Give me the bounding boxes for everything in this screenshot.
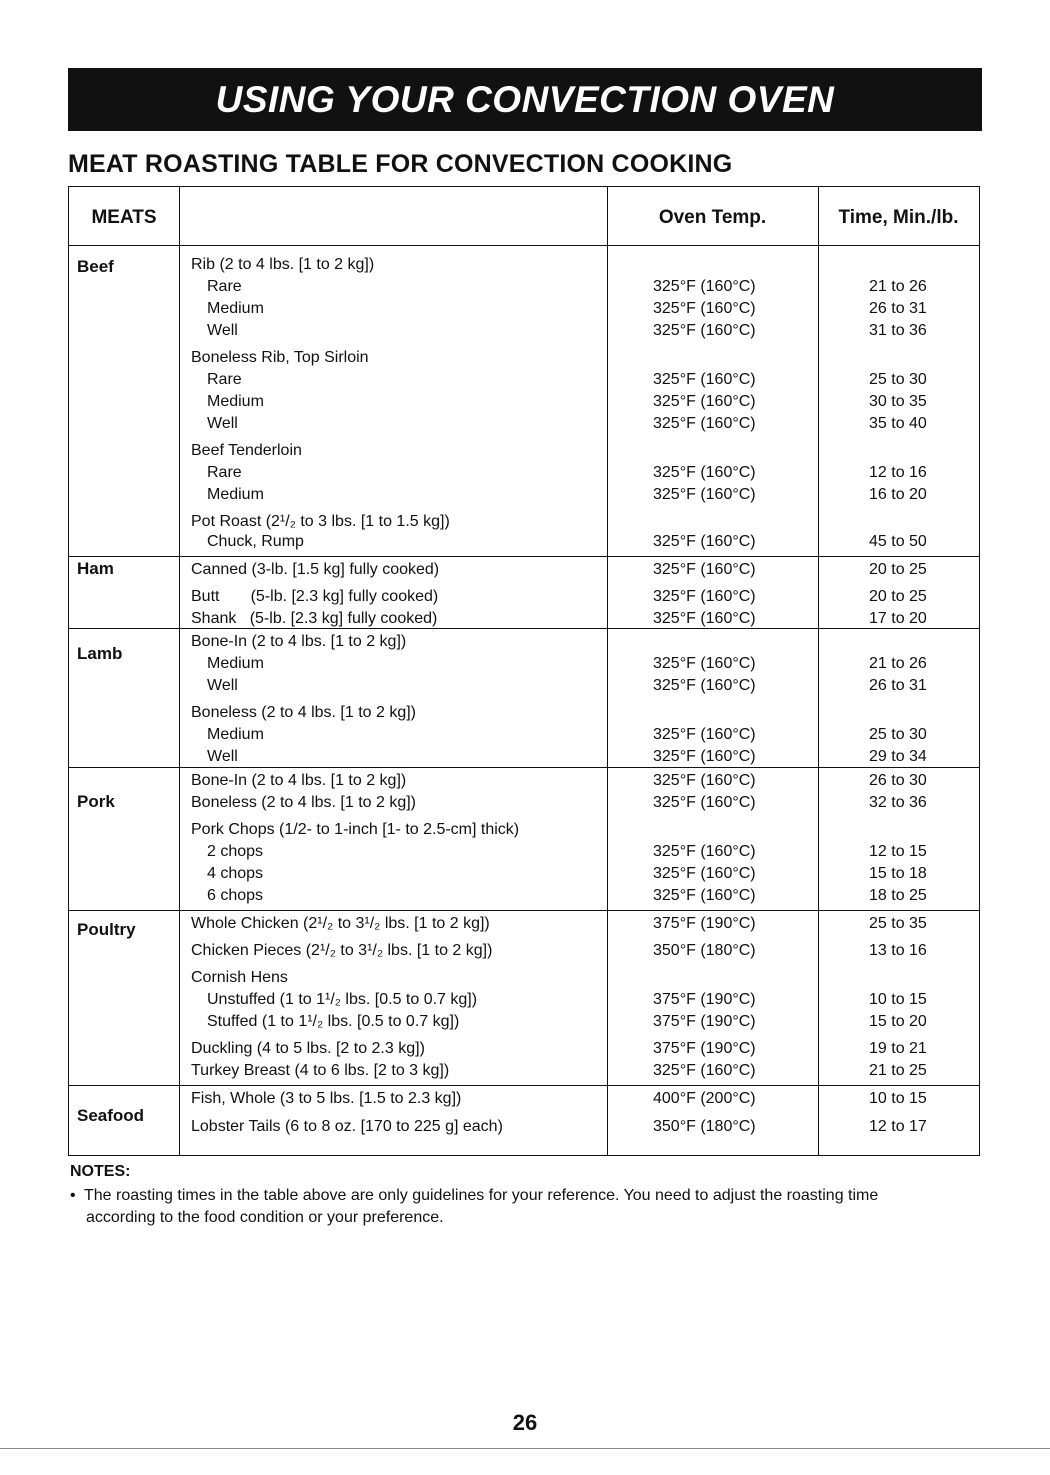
row-description: Whole Chicken (2¹/₂ to 3¹/₂ lbs. [1 to 2 kg]) xyxy=(191,915,490,932)
row-time: 12 to 17 xyxy=(869,1118,927,1135)
row-description: Medium xyxy=(207,300,264,317)
row-oven-temp: 350°F (180°C) xyxy=(653,942,756,959)
row-time: 16 to 20 xyxy=(869,486,927,503)
row-oven-temp: 325°F (160°C) xyxy=(653,843,756,860)
category-label: Pork xyxy=(77,792,115,811)
row-time: 15 to 20 xyxy=(869,1013,927,1030)
row-time: 25 to 30 xyxy=(869,371,927,388)
row-time: 26 to 31 xyxy=(869,300,927,317)
table-row xyxy=(69,792,979,814)
section-title: MEAT ROASTING TABLE FOR CONVECTION COOKING xyxy=(68,150,733,178)
group-divider xyxy=(69,556,979,557)
table-row xyxy=(69,863,979,885)
row-oven-temp: 325°F (160°C) xyxy=(653,393,756,410)
row-oven-temp: 325°F (160°C) xyxy=(653,371,756,388)
row-description: Bone-In (2 to 4 lbs. [1 to 2 kg]) xyxy=(191,772,407,789)
row-oven-temp: 325°F (160°C) xyxy=(653,655,756,672)
row-time: 32 to 36 xyxy=(869,794,927,811)
bottom-divider xyxy=(0,1448,1050,1449)
row-description: Shank (5-lb. [2.3 kg] fully cooked) xyxy=(191,610,438,627)
notes-text xyxy=(70,1185,985,1229)
table-row xyxy=(69,1088,979,1110)
table-row xyxy=(69,989,979,1011)
row-time: 30 to 35 xyxy=(869,393,927,410)
roasting-table xyxy=(68,186,980,1156)
row-oven-temp: 325°F (160°C) xyxy=(653,588,756,605)
row-description: 2 chops xyxy=(207,843,264,860)
row-oven-temp: 325°F (160°C) xyxy=(653,794,756,811)
category-label: Seafood xyxy=(77,1106,145,1125)
table-row xyxy=(69,675,979,697)
table-row xyxy=(69,702,979,724)
group-divider xyxy=(69,628,979,629)
row-description: Well xyxy=(207,748,238,765)
row-oven-temp: 325°F (160°C) xyxy=(653,1062,756,1079)
row-description: 6 chops xyxy=(207,887,264,904)
header-time: Time, Min./lb. xyxy=(838,207,959,228)
row-oven-temp: 325°F (160°C) xyxy=(653,415,756,432)
row-oven-temp: 350°F (180°C) xyxy=(653,1118,756,1135)
table-row xyxy=(69,746,979,768)
row-oven-temp: 325°F (160°C) xyxy=(653,677,756,694)
category-label: Ham xyxy=(77,559,114,578)
table-row xyxy=(69,586,979,608)
row-time: 20 to 25 xyxy=(869,588,927,605)
row-time: 45 to 50 xyxy=(869,533,927,550)
page-number: 26 xyxy=(512,1410,538,1435)
row-oven-temp: 375°F (190°C) xyxy=(653,991,756,1008)
table-row xyxy=(69,1038,979,1060)
table-row xyxy=(69,841,979,863)
row-oven-temp: 325°F (160°C) xyxy=(653,887,756,904)
row-time: 15 to 18 xyxy=(869,865,927,882)
row-description: Beef Tenderloin xyxy=(191,442,302,459)
note-line: The roasting times in the table above are only guidelines for your reference. You need to adjust the roasting time xyxy=(84,1187,879,1204)
table-row xyxy=(69,770,979,792)
row-description: Unstuffed (1 to 1¹/₂ lbs. [0.5 to 0.7 kg]) xyxy=(207,991,478,1008)
notes-title: NOTES: xyxy=(70,1163,131,1180)
row-description: Fish, Whole (3 to 5 lbs. [1.5 to 2.3 kg]) xyxy=(191,1090,462,1107)
table-row xyxy=(69,511,979,533)
row-description: Well xyxy=(207,677,238,694)
row-description: 4 chops xyxy=(207,865,264,882)
row-time: 10 to 15 xyxy=(869,991,927,1008)
row-time: 13 to 16 xyxy=(869,942,927,959)
row-oven-temp: 325°F (160°C) xyxy=(653,533,756,550)
group-divider xyxy=(69,1085,979,1086)
table-row xyxy=(69,1060,979,1082)
row-oven-temp: 325°F (160°C) xyxy=(653,561,756,578)
table-row xyxy=(69,484,979,506)
table-row xyxy=(69,276,979,298)
table-row xyxy=(69,1116,979,1138)
table-row xyxy=(69,531,979,553)
row-description: Boneless (2 to 4 lbs. [1 to 2 kg]) xyxy=(191,794,417,811)
row-description: Pot Roast (2¹/₂ to 3 lbs. [1 to 1.5 kg]) xyxy=(191,513,450,530)
header-rule xyxy=(69,245,979,246)
header-oven-temp: Oven Temp. xyxy=(658,207,767,228)
row-time: 26 to 30 xyxy=(869,772,927,789)
table-row xyxy=(69,608,979,630)
row-time: 21 to 26 xyxy=(869,278,927,295)
row-description: Chicken Pieces (2¹/₂ to 3¹/₂ lbs. [1 to 2 kg]) xyxy=(191,942,493,959)
table-row xyxy=(69,254,979,276)
row-oven-temp: 325°F (160°C) xyxy=(653,300,756,317)
table-row xyxy=(69,347,979,369)
row-description: Well xyxy=(207,415,238,432)
table-row xyxy=(69,819,979,841)
row-time: 12 to 15 xyxy=(869,843,927,860)
row-oven-temp: 325°F (160°C) xyxy=(653,610,756,627)
category-label: Poultry xyxy=(77,920,136,939)
row-oven-temp: 325°F (160°C) xyxy=(653,278,756,295)
row-description: Stuffed (1 to 1¹/₂ lbs. [0.5 to 0.7 kg]) xyxy=(207,1013,460,1030)
bullet-icon: • xyxy=(70,1187,76,1204)
table-row xyxy=(69,440,979,462)
row-oven-temp: 400°F (200°C) xyxy=(653,1090,756,1107)
row-time: 21 to 25 xyxy=(869,1062,927,1079)
table-row xyxy=(69,913,979,935)
row-description: Cornish Hens xyxy=(191,969,288,986)
table-row xyxy=(69,724,979,746)
row-time: 21 to 26 xyxy=(869,655,927,672)
row-oven-temp: 325°F (160°C) xyxy=(653,486,756,503)
row-time: 18 to 25 xyxy=(869,887,927,904)
table-row xyxy=(69,940,979,962)
row-time: 20 to 25 xyxy=(869,561,927,578)
table-row xyxy=(69,967,979,989)
table-row xyxy=(69,653,979,675)
category-label: Beef xyxy=(77,257,114,276)
row-oven-temp: 325°F (160°C) xyxy=(653,726,756,743)
table-row xyxy=(69,298,979,320)
row-time: 25 to 30 xyxy=(869,726,927,743)
row-oven-temp: 375°F (190°C) xyxy=(653,1013,756,1030)
row-time: 25 to 35 xyxy=(869,915,927,932)
group-divider xyxy=(69,910,979,911)
row-description: Medium xyxy=(207,393,264,410)
table-row xyxy=(69,320,979,342)
row-description: Boneless Rib, Top Sirloin xyxy=(191,349,369,366)
row-description: Rib (2 to 4 lbs. [1 to 2 kg]) xyxy=(191,256,375,273)
table-row xyxy=(69,885,979,907)
group-divider xyxy=(69,767,979,768)
row-description: Turkey Breast (4 to 6 lbs. [2 to 3 kg]) xyxy=(191,1062,450,1079)
row-oven-temp: 325°F (160°C) xyxy=(653,748,756,765)
row-description: Rare xyxy=(207,278,242,295)
row-description: Chuck, Rump xyxy=(207,533,304,550)
row-description: Medium xyxy=(207,726,264,743)
row-description: Canned (3-lb. [1.5 kg] fully cooked) xyxy=(191,561,440,578)
row-description: Well xyxy=(207,322,238,339)
row-time: 19 to 21 xyxy=(869,1040,927,1057)
row-description: Rare xyxy=(207,464,242,481)
table-row xyxy=(69,462,979,484)
row-description: Butt (5-lb. [2.3 kg] fully cooked) xyxy=(191,588,439,605)
table-row xyxy=(69,1011,979,1033)
row-time: 31 to 36 xyxy=(869,322,927,339)
category-label: Lamb xyxy=(77,644,123,663)
table-row xyxy=(69,369,979,391)
row-description: Duckling (4 to 5 lbs. [2 to 2.3 kg]) xyxy=(191,1040,425,1057)
table-row xyxy=(69,413,979,435)
table-row xyxy=(69,559,979,581)
table-row xyxy=(69,631,979,653)
row-time: 26 to 31 xyxy=(869,677,927,694)
table-row xyxy=(69,391,979,413)
row-oven-temp: 325°F (160°C) xyxy=(653,322,756,339)
row-description: Pork Chops (1/2- to 1-inch [1- to 2.5-cm] thick) xyxy=(191,821,520,838)
row-description: Bone-In (2 to 4 lbs. [1 to 2 kg]) xyxy=(191,633,407,650)
row-description: Medium xyxy=(207,486,264,503)
row-time: 29 to 34 xyxy=(869,748,927,765)
row-description: Lobster Tails (6 to 8 oz. [170 to 225 g] each) xyxy=(191,1118,503,1135)
row-time: 12 to 16 xyxy=(869,464,927,481)
row-time: 17 to 20 xyxy=(869,610,927,627)
row-description: Boneless (2 to 4 lbs. [1 to 2 kg]) xyxy=(191,704,417,721)
row-oven-temp: 325°F (160°C) xyxy=(653,865,756,882)
row-oven-temp: 325°F (160°C) xyxy=(653,772,756,789)
row-description: Rare xyxy=(207,371,242,388)
header-meats: MEATS xyxy=(91,207,157,228)
row-oven-temp: 375°F (190°C) xyxy=(653,915,756,932)
row-oven-temp: 325°F (160°C) xyxy=(653,464,756,481)
page-banner: USING YOUR CONVECTION OVEN xyxy=(68,68,982,131)
row-description: Medium xyxy=(207,655,264,672)
note-line: according to the food condition or your preference. xyxy=(86,1209,444,1226)
row-time: 10 to 15 xyxy=(869,1090,927,1107)
row-time: 35 to 40 xyxy=(869,415,927,432)
row-oven-temp: 375°F (190°C) xyxy=(653,1040,756,1057)
